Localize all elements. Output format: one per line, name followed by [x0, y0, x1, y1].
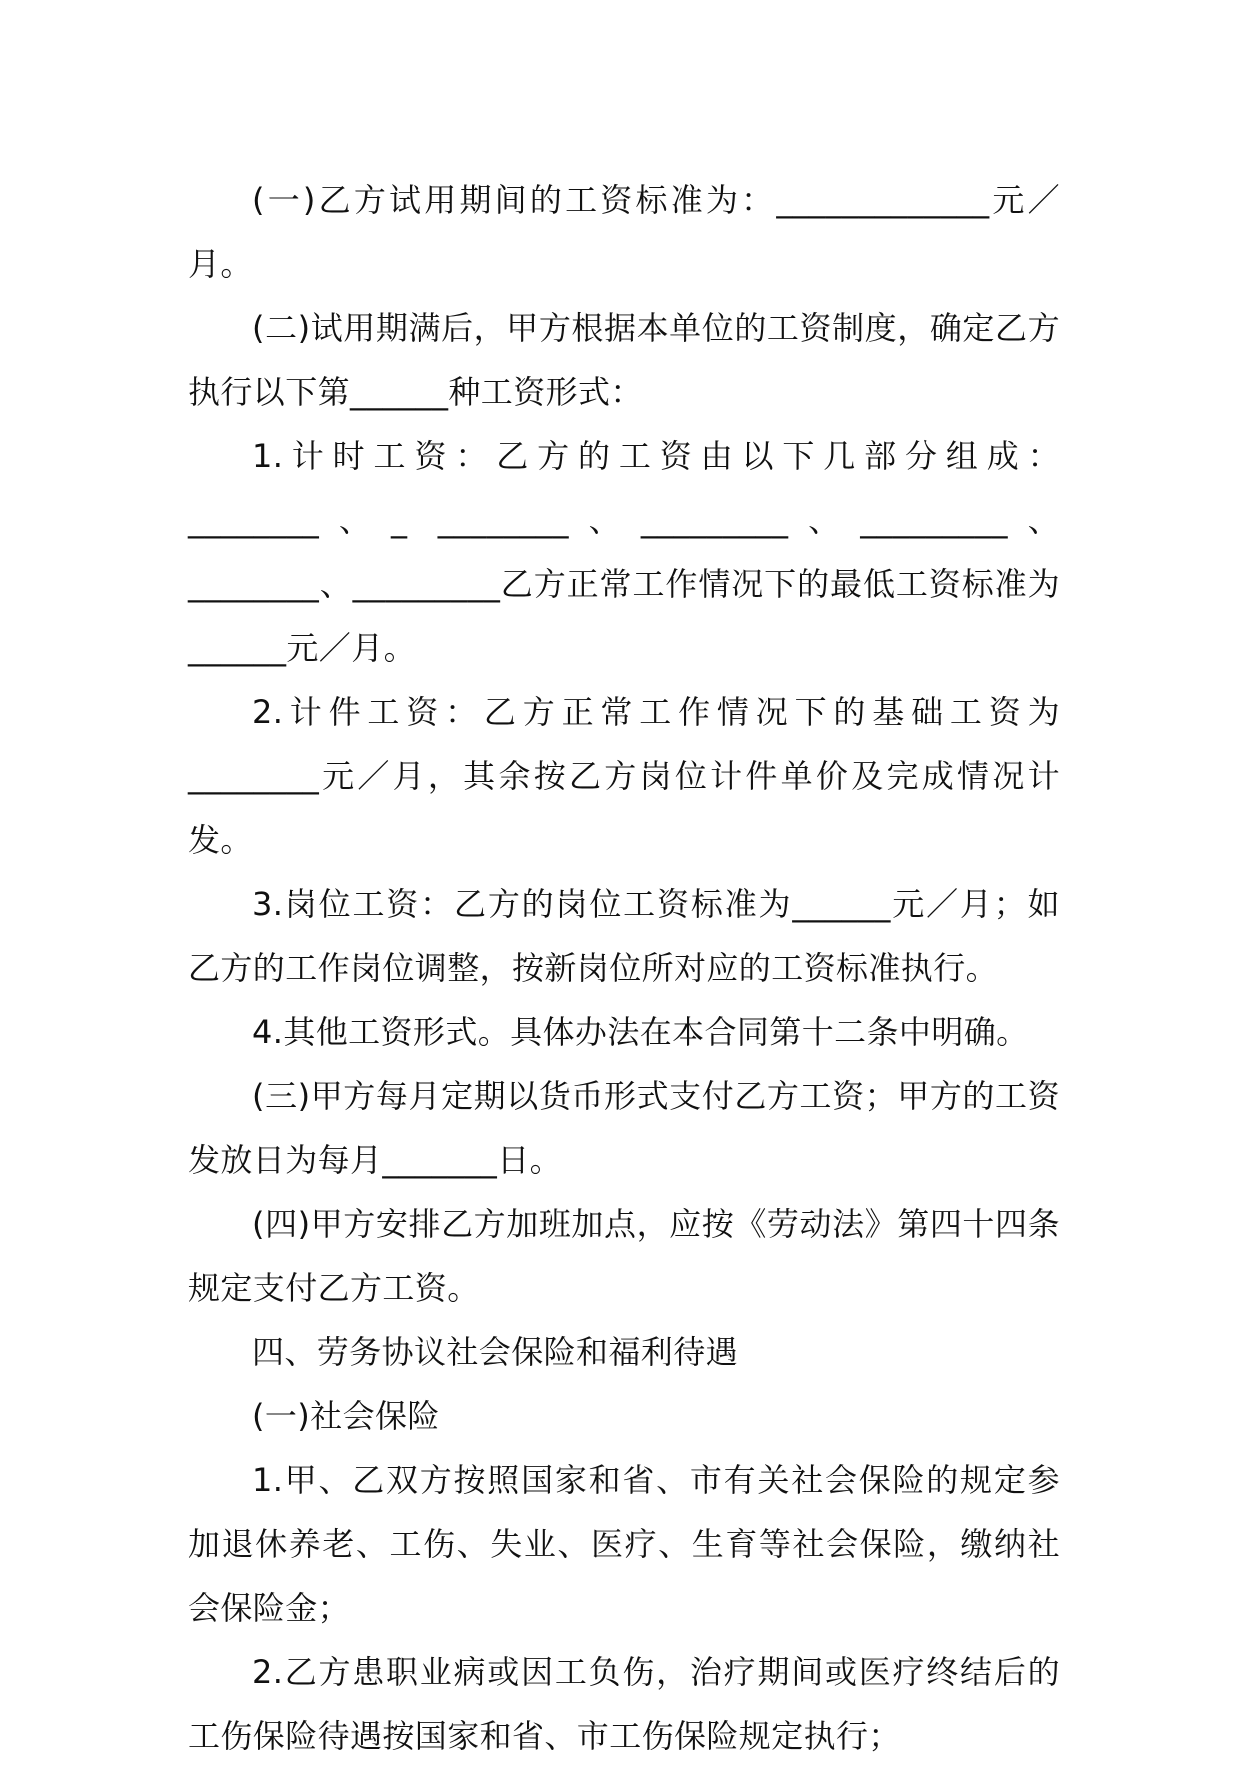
subheading-social-insurance: (一)社会保险: [252, 1397, 440, 1435]
paragraph-work-injury: 2.乙方患职业病或因工负伤，治疗期间或医疗终结后的工伤保险待遇按国家和省、市工伤保险规定执行；: [188, 1653, 1060, 1755]
paragraph-other-wage: 4.其他工资形式。具体办法在本合同第十二条中明确。: [252, 1013, 1029, 1051]
paragraph-overtime: (四)甲方安排乙方加班加点，应按《劳动法》第四十四条规定支付乙方工资。: [188, 1205, 1060, 1307]
section-heading-social-insurance: 四、劳务协议社会保险和福利待遇: [252, 1333, 739, 1371]
document-page: [188, 168, 1060, 1768]
paragraph-payment-date: (三)甲方每月定期以货币形式支付乙方工资；甲方的工资发放日为每月_______日。: [188, 1077, 1060, 1179]
paragraph-wage-form: (二)试用期满后，甲方根据本单位的工资制度，确定乙方执行以下第______种工资形式：: [188, 309, 1060, 411]
paragraph-probation-wage: (一)乙方试用期间的工资标准为：_____________元／月。: [188, 181, 1060, 283]
paragraph-post-wage: 3.岗位工资：乙方的岗位工资标准为______元／月；如乙方的工作岗位调整，按新岗位所对应的工资标准执行。: [188, 885, 1060, 987]
paragraph-insurance-participation: 1.甲、乙双方按照国家和省、市有关社会保险的规定参加退休养老、工伤、失业、医疗、生育等社会保险，缴纳社会保险金；: [188, 1461, 1060, 1627]
paragraph-piece-wage: 2.计件工资：乙方正常工作情况下的基础工资为________元／月，其余按乙方岗位计件单价及完成情况计发。: [188, 693, 1060, 859]
paragraph-hourly-wage: 1.计时工资：乙方的工资由以下几部分组成：________、_ ________、_________、_________、________、_________乙方正常工作情况下的最低工资标准为______元／月。: [188, 437, 1060, 667]
